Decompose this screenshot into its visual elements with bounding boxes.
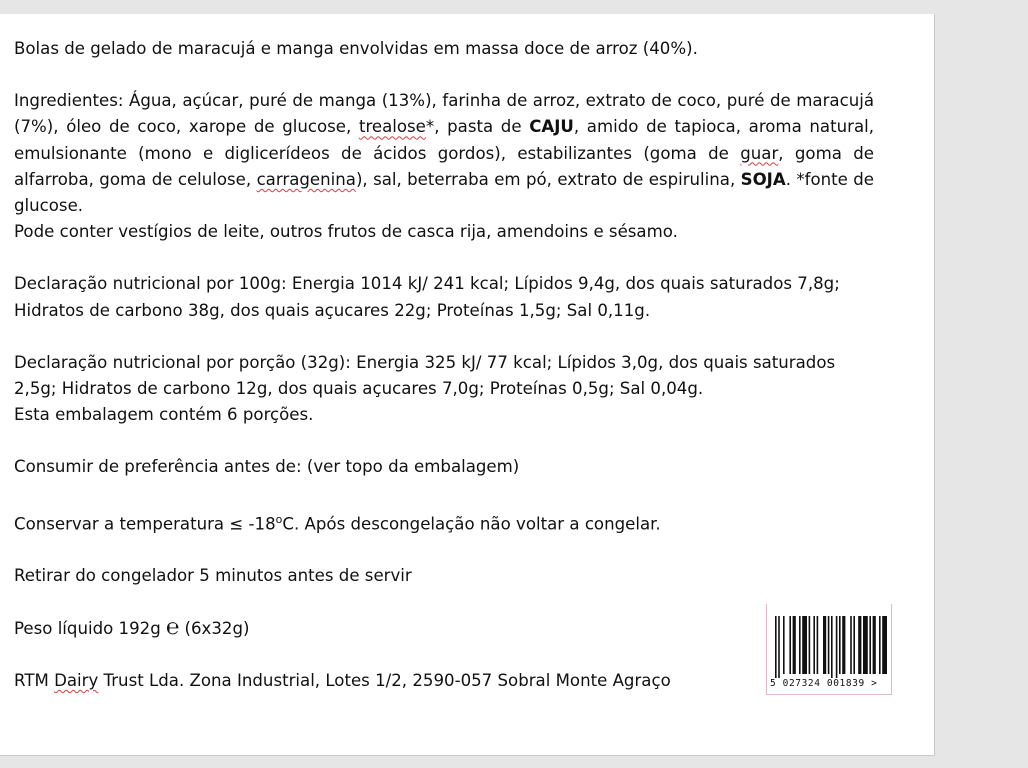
barcode-bar xyxy=(882,616,887,674)
spellcheck-word-carragenina[interactable]: carragenina xyxy=(256,169,356,189)
barcode-bar xyxy=(802,616,807,674)
barcode-bar xyxy=(869,616,871,674)
barcode-bar xyxy=(778,616,780,678)
barcode-bar xyxy=(813,616,815,674)
ingredients-text: ), sal, beterraba em pó, extrato de espirulina, xyxy=(355,169,741,189)
barcode-bar xyxy=(853,616,855,674)
company-text: RTM xyxy=(14,670,55,690)
storage-text: Conservar a temperatura ≤ -18 xyxy=(14,514,276,534)
barcode-bar xyxy=(879,616,881,674)
barcode-bar xyxy=(850,616,852,674)
barcode-bar xyxy=(828,616,830,674)
spacer xyxy=(14,62,874,88)
ingredients-text: , goma de alfarroba, goma de celulose, xyxy=(14,143,874,189)
company-text: Trust Lda. Zona Industrial, Lotes 1/2, 2590-057 Sobral Monte Agraço xyxy=(98,670,671,690)
spacer xyxy=(14,537,874,563)
spacer xyxy=(14,324,874,350)
barcode-digits: 5 027324 001839 > xyxy=(770,678,878,689)
net-weight-detail: (6x32g) xyxy=(179,618,250,638)
barcode-bar xyxy=(836,616,838,678)
barcode-bar xyxy=(783,616,785,674)
spellcheck-word-dairy[interactable]: Dairy xyxy=(54,670,99,690)
serving-tip: Retirar do congelador 5 minutos antes de servir xyxy=(14,566,412,586)
barcode xyxy=(766,604,892,695)
barcode-bar xyxy=(863,616,868,674)
spacer xyxy=(14,428,874,454)
ingredients-paragraph xyxy=(14,88,874,219)
spacer xyxy=(14,590,874,616)
barcode-bar xyxy=(842,616,845,674)
ingredients-text: . *fonte de glucose. xyxy=(14,169,875,216)
allergen-caju: CAJU xyxy=(529,117,574,137)
degree-superscript: o xyxy=(275,512,283,526)
spellcheck-word-guar[interactable]: guar xyxy=(740,143,779,163)
portions-count: Esta embalagem contém 6 porções. xyxy=(14,405,314,425)
spacer xyxy=(14,481,874,507)
estimated-sign-icon: ℮ xyxy=(166,614,180,640)
ingredients-text: Ingredientes: Água, açúcar, puré de manga (13%), farinha de arroz, extrato de coco, puré de maracujá (7%), óleo de coco, xarope de glucose, xyxy=(14,91,874,137)
product-title: Bolas de gelado de maracujá e manga envolvidas em massa doce de arroz (40%). xyxy=(14,39,698,58)
document-page xyxy=(0,14,935,756)
storage-instructions xyxy=(14,507,874,538)
spacer xyxy=(14,245,874,271)
ingredients-text: *, pasta de xyxy=(425,117,530,137)
barcode-bar xyxy=(858,616,861,674)
nutrition-per-portion: Declaração nutricional por porção (32g): Energia 325 kJ/ 77 kcal; Lípidos 3,0g, dos quais saturados 2,5g; Hidratos de carbono 12g, dos quais açucares 7,0g; Proteínas 0,5g; Sal 0,04g. xyxy=(14,352,836,399)
barcode-bar xyxy=(873,616,876,674)
spacer xyxy=(14,642,874,668)
barcode-bar xyxy=(839,616,841,674)
nutrition-per-100g: Declaração nutricional por 100g: Energia 1014 kJ/ 241 kcal; Lípidos 9,4g, dos quais saturados 7,8g; Hidratos de carbono 38g, dos quais açucares 22g; Proteínas 1,5g; Sal 0,11g. xyxy=(14,274,840,320)
company-address xyxy=(14,668,874,694)
traces-warning: Pode conter vestígios de leite, outros frutos de casca rija, amendoins e sésamo. xyxy=(14,222,678,242)
barcode-bar xyxy=(831,616,833,678)
barcode-bars xyxy=(767,604,891,678)
barcode-bar xyxy=(789,616,791,674)
barcode-bar xyxy=(809,616,811,674)
spellcheck-word-trealose[interactable]: trealose xyxy=(358,117,426,137)
barcode-bar xyxy=(775,616,777,678)
barcode-bar xyxy=(793,616,796,674)
allergen-soja: SOJA xyxy=(740,169,786,189)
storage-text: C. Após descongelação não voltar a congelar. xyxy=(282,514,661,534)
net-weight-label: Peso líquido 192g xyxy=(14,618,167,638)
best-before: Consumir de preferência antes de: (ver topo da embalagem) xyxy=(14,457,520,477)
net-weight xyxy=(14,616,874,642)
barcode-bar xyxy=(823,616,826,674)
barcode-bar xyxy=(799,616,801,674)
barcode-bar xyxy=(817,616,819,674)
ingredients-text: , amido de tapioca, aroma natural, emulsionante (mono e diglicerídeos de ácidos gordos), estabilizantes (goma de xyxy=(14,117,874,163)
label-text xyxy=(14,36,874,694)
